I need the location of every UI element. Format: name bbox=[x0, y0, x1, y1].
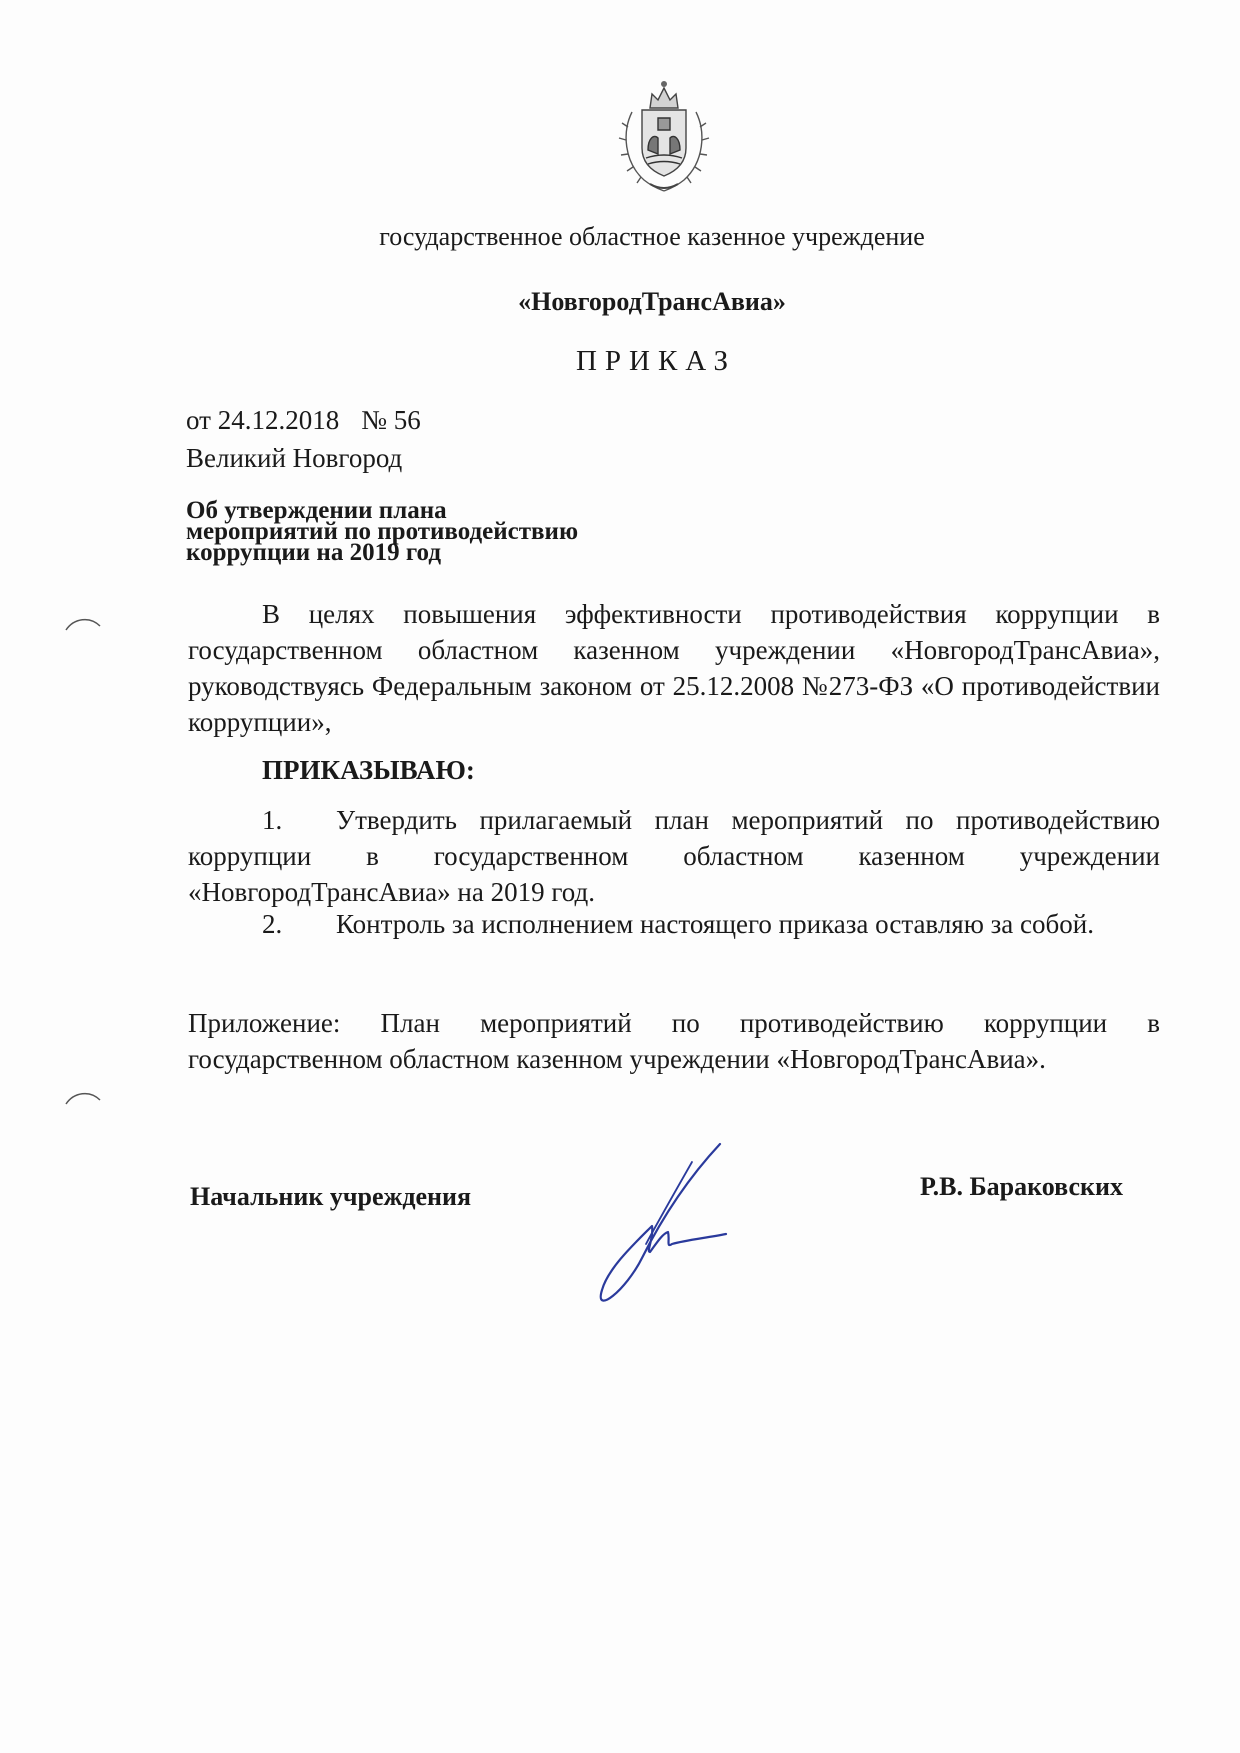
organization-type: государственное областное казенное учреждение bbox=[379, 222, 925, 251]
document-type: ПРИКАЗ bbox=[575, 345, 737, 377]
order-word: ПРИКАЗЫВАЮ: bbox=[262, 755, 475, 785]
item-number: 1. bbox=[262, 805, 283, 835]
order-city: Великий Новгород bbox=[186, 443, 403, 473]
order-item bbox=[188, 802, 1160, 910]
item-number: 2. bbox=[262, 909, 283, 939]
coat-of-arms-icon bbox=[614, 72, 714, 194]
subject-line: мероприятий по противодействию bbox=[186, 518, 579, 545]
signatory-title: Начальник учреждения bbox=[190, 1182, 472, 1211]
handwritten-signature-icon bbox=[596, 1140, 746, 1320]
item-text: Контроль за исполнением настоящего приказа оставляю за собой. bbox=[336, 909, 1094, 939]
order-item bbox=[188, 906, 1160, 942]
subject-line: коррупции на 2019 год bbox=[186, 539, 441, 566]
preamble-paragraph: В целях повышения эффективности противодействия коррупции в государственном областном казенном учреждении «НовгородТрансАвиа», руководствуясь Федеральным законом от 25.12.2008 №273-ФЗ «О противодействии коррупции», bbox=[188, 599, 1160, 737]
order-date-number bbox=[186, 405, 421, 436]
organization-name: «НовгородТрансАвиа» bbox=[518, 287, 786, 316]
scan-hole-mark bbox=[64, 1088, 104, 1108]
scan-hole-mark bbox=[64, 614, 104, 634]
order-number: № 56 bbox=[361, 405, 421, 435]
item-text: Утвердить прилагаемый план мероприятий по противодействию коррупции в государственном областном казенном учреждении «НовгородТрансАвиа» на 2019 год. bbox=[188, 805, 1160, 907]
order-subject bbox=[186, 497, 579, 566]
order-date: от 24.12.2018 bbox=[186, 405, 340, 435]
signatory-name: Р.В. Бараковских bbox=[920, 1172, 1123, 1201]
subject-line: Об утверждении плана bbox=[186, 497, 447, 524]
appendix-paragraph: Приложение: План мероприятий по противодействию коррупции в государственном областном казенном учреждении «НовгородТрансАвиа». bbox=[188, 1008, 1160, 1074]
